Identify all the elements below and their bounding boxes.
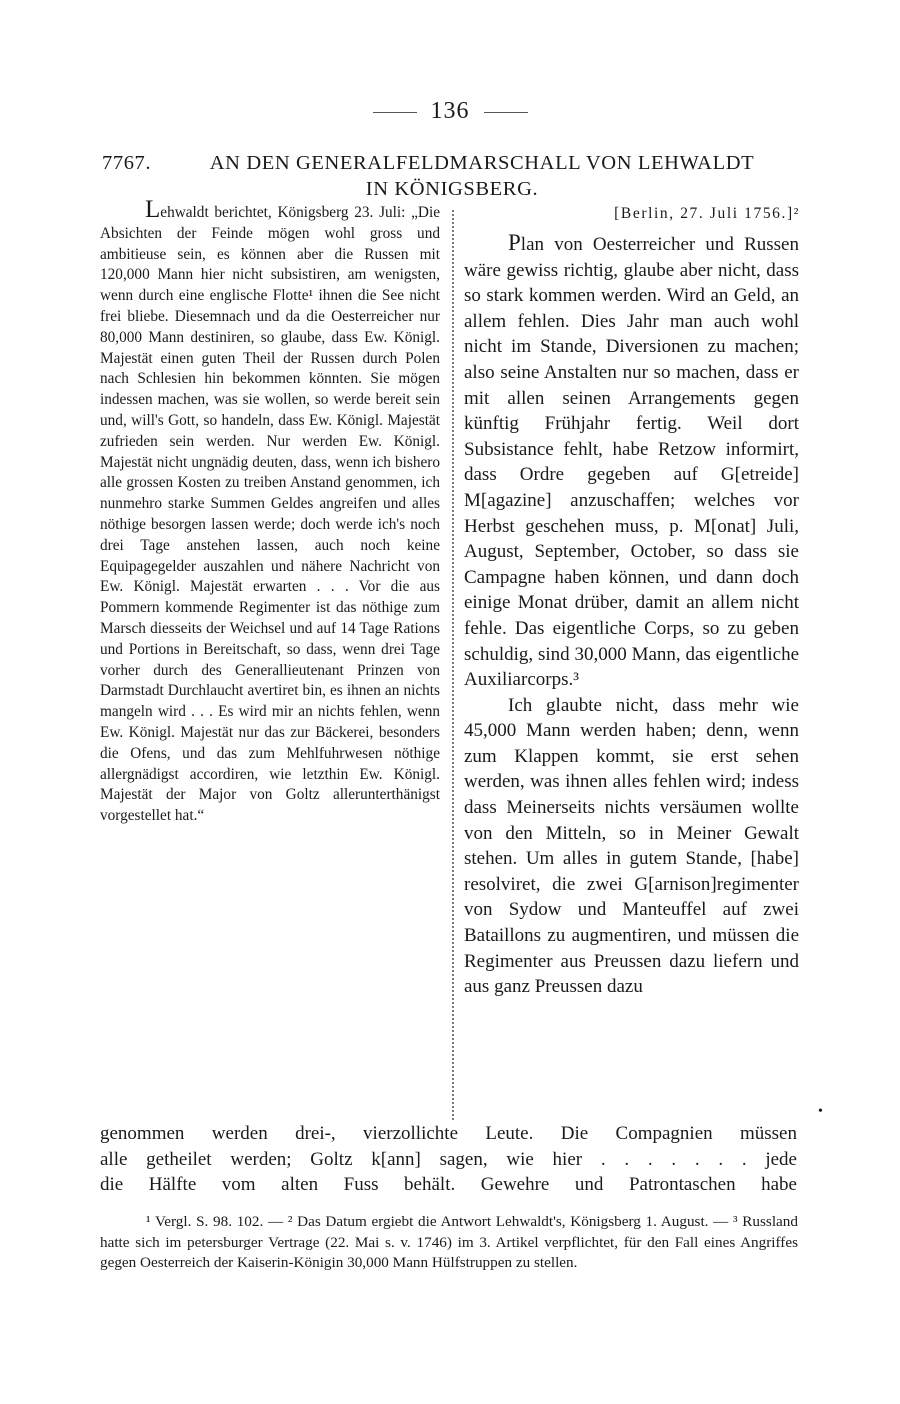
- report-initial: L: [145, 196, 161, 223]
- page-number: [0, 98, 900, 125]
- report-summary: [100, 196, 440, 827]
- heading-title-line2: IN KÖNIGSBERG.: [365, 178, 539, 200]
- continuation-line: alle getheilet werden; Goltz k[ann] sagen, wie hier . . . . . . . jede: [100, 1148, 797, 1170]
- margin-mark: •: [818, 1104, 823, 1119]
- continuation-line: die Hälfte vom alten Fuss behält. Gewehre und Patrontaschen habe: [100, 1174, 797, 1196]
- letter-initial: P: [508, 230, 521, 255]
- letter-paragraph-1-text: lan von Oesterreicher und Russen wäre gewiss richtig, glaube aber nicht, dass so stark kommen werden. Wird an Geld, an allem fehlen. Dies Jahr man auch wohl nicht im Stande, Diversionen zu machen; also seine Anstalten nur so machen, dass er mit allen seinen Arrangements gegen künftig Frühjahr fertig. Weil dort Subsistance fehlt, habe Retzow informirt, dass Ordre gegeben auf G[etreide] M[agazine] anzuschaffen; welches vor Herbst geschehen muss, p. M[onat] Juli, August, September, October, so dass sie Campagne haben können, und dann doch einige Monat drüber, damit an allem nicht fehle. Das eigentliche Corps, so zu geben schuldig, sind 30,000 Mann, das eigentliche Auxiliarcorps.³: [464, 234, 799, 691]
- column-separator: [452, 210, 454, 1120]
- footnote-text: ¹ Vergl. S. 98. 102. — ² Das Datum ergiebt die Antwort Lehwaldt's, Königsberg 1. August. — ³ Russland hatte sich im petersburger Vertrage (22. Mai s. v. 1746) im 3. Artikel verpflichtet, für den Fall eines Angriffes gegen Oesterreich der Kaiserin-Königin 30,000 Mann Hülfstruppen zu stellen.: [100, 1213, 798, 1272]
- document-number: 7767.: [102, 152, 152, 174]
- date-line: [Berlin, 27. Juli 1756.]²: [614, 205, 800, 222]
- heading-title-line1: AN DEN GENERALFELDMARSCHALL VON LEHWALDT: [209, 152, 755, 174]
- document-heading: [102, 150, 802, 202]
- footnotes: [100, 1212, 798, 1274]
- letter-body: [464, 230, 799, 1000]
- rule-right: [484, 112, 528, 113]
- continuation-line: genommen werden drei-, vierzollichte Leute. Die Compagnien müssen: [100, 1123, 797, 1144]
- rule-left: [373, 112, 417, 113]
- report-text: ehwaldt berichtet, Königsberg 23. Juli: „Die Absichten der Feinde mögen wohl gross und ambitieuse sein, es können aber die Russen mit 120,000 Mann hier nicht subsistiren, am wenigsten, wenn durch eine englische Flotte¹ ihnen die See nicht frei bliebe. Diesemnach und da die Oesterreicher nur 80,000 Mann destiniren, so glaube, dass Ew. Königl. Majestät einen guten Theil der Russen durch Polen nach Schlesien hin bekommen könnten. Sie mögen indessen machen, was sie wollen, so werde bereit sein und, will's Gott, so handeln, dass Ew. Königl. Majestät zufrieden sein werden. Nur werden Ew. Königl. Majestät nicht ungnädig deuten, dass, wenn ich bishero alle grossen Kosten zu treiben Anstand genommen, ich nunmehro starke Summen Geldes angreifen und alles nöthige besorgen lassen werde; doch werde ich's noch drei Tage anstehen lassen, auch noch keine Equipagegelder auszahlen und nähere Nachricht von Ew. Königl. Majestät erwarten . . . Vor die aus Pommern kommende Regimenter ist das nöthige zum Marsch diesseits der Weichsel und auf 14 Tage Rations und Portions in Bereitschaft, so dass, wenn drei Tage vorher durch des Generallieutenant Prinzen von Darmstadt Durchlaucht avertiret bin, es ihnen an nichts mangeln wird . . . Es wird mir an nichts fehlen, wenn Ew. Königl. Majestät nur das zur Bäckerei, besonders die Ofens, und das zum Mehlfuhrwesen nöthige allergnädigst accordiren, wie letzthin Ew. Königl. Majestät der Major von Goltz allerunterthänigst vorgestellet hat.“: [100, 204, 440, 825]
- page-number-text: 136: [430, 98, 470, 124]
- letter-paragraph-1: [464, 230, 799, 693]
- letter-paragraph-2: Ich glaubte nicht, dass mehr wie 45,000 Mann werden haben; denn, wenn zum Klappen kommt, sie erst sehen werden, was ihnen alles fehlen wird; indess dass Meinerseits nichts versäumen wollte von den Mitteln, so in Meiner Gewalt stehen. Um alles in gutem Stande, [habe] resolviret, die zwei G[arnison]regimenter von Sydow und Manteuffel auf zwei Bataillons zu augmentiren, und müssen die Regimenter aus Preussen dazu liefern und aus ganz Preussen dazu: [464, 694, 799, 998]
- letter-continuation: [100, 1121, 797, 1198]
